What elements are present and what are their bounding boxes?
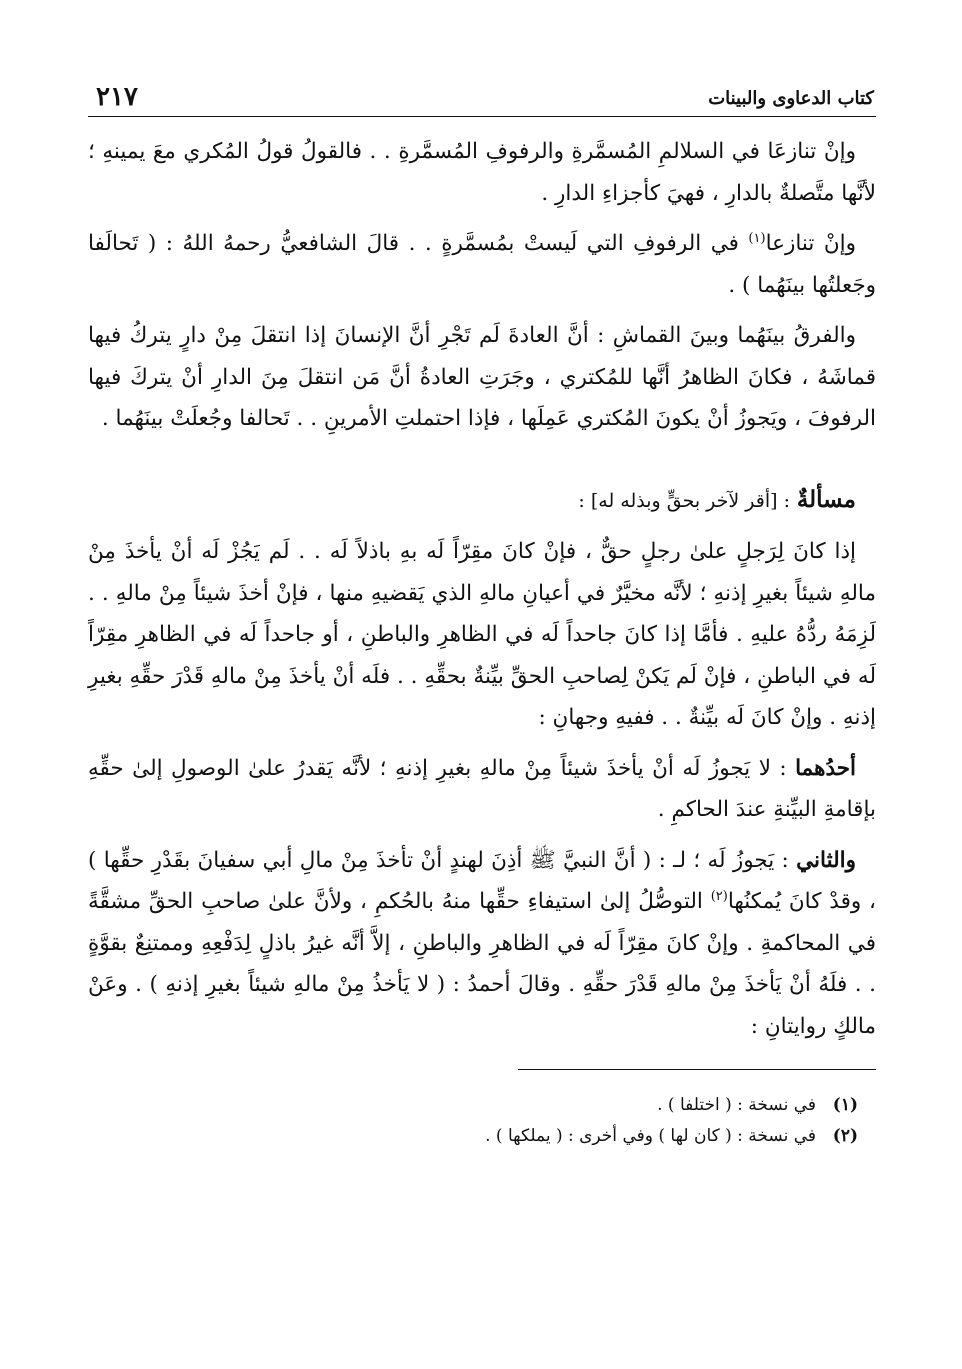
paragraph-text: وإنْ تنازعا [765,231,856,256]
paragraph [88,223,876,306]
issue-subtitle: : [أقر لآخر بحقٍّ وبذله له] : [578,489,790,512]
issue-heading [88,479,876,523]
page-number: ٢١٧ [96,82,138,112]
paragraph-text: في الرفوفِ التي لَيستْ بمُسمَّرةٍ . . قالَ الشافعيُّ رحمهُ اللهُ : ( تَحالَفا وجَعلتُها بينَهُما ) . [88,231,876,298]
paragraph-lead: والثاني [796,847,856,873]
paragraph-text: : لا يَجوزُ لَه أنْ يأخذَ شيئاً مِنْ مالهِ بغيرِ إذنهِ ؛ لأنَّه يَقدرُ علىٰ الوصولِ إلىٰ حقِّهِ بإقامةِ البيِّنةِ عندَ الحاكمِ . [88,755,876,822]
main-text [88,131,876,1047]
book-page [88,78,876,1318]
footnote-number: (١) [832,1095,858,1115]
footnote [88,1121,858,1152]
paragraph-text: التوصُّلُ إلىٰ استيفاءِ حقِّها منهُ بالحُكمِ ، ولأنَّ علىٰ صاحبِ الحقِّ مشقَّةً في المحاكمةِ . وإنْ كانَ مقِرّاً لَه في الظاهرِ والباطنِ ، إلاَّ أنَّه غيرُ باذلٍ لِدَفْعِهِ وممتنِعٌ بقوَّةٍ . . فلَهُ أنْ يَأخذَ مِنْ مالهِ قَدْرَ حقِّهِ . وقالَ أحمدُ : ( لا يَأخذُ مِنْ مالهِ شيئاً بغيرِ إذنهِ ) . وعَنْ مالكٍ روايتانِ : [88,889,876,1039]
footnote-separator [518,1069,876,1070]
footnote-reference: (١) [748,230,766,246]
footnote-text: في نسخة : ( اختلفا ) . [657,1095,816,1115]
running-header [88,78,876,117]
paragraph: إذا كانَ لِرَجلٍ علىٰ رجلٍ حقٌّ ، فإنْ كانَ مقِرّاً لَه بهِ باذلاً لَه . . لَم يَجُزْ لَه أنْ يأخذَ مِنْ مالهِ شيئاً بغيرِ إذنهِ ؛ لأنَّه مخيَّرٌ في أعيانِ مالهِ الذي يَقضيهِ منها ، فإنْ أخذَ شيئاً مِنْ مالهِ . . لَزِمَهُ ردُّهُ عليهِ . فأمَّا إذا كانَ جاحداً لَه في الظاهرِ والباطنِ ، أو جاحداً لَه في الظاهرِ مقِرّاً لَه في الباطنِ ، فإنْ لَم يَكنْ لِصاحبِ الحقِّ بيِّنةٌ بحقِّهِ . . فلَه أنْ يأخذَ مِنْ مالهِ قَدْرَ حقِّهِ بغيرِ إذنهِ . وإنْ كانَ لَه بيِّنةٌ . . ففيهِ وجهانِ : [88,539,876,730]
footnote-text: في نسخة : ( كان لها ) وفي أخرى : ( يملكها ) . [485,1126,816,1146]
section-gap [88,449,876,479]
running-title: كتاب الدعاوى والبينات [708,88,874,109]
paragraph [88,840,876,1048]
footnotes [88,1090,876,1152]
footnote-reference: (٢) [710,888,728,904]
issue-title: مسألةٌ [796,485,856,513]
paragraph-lead: أحدُهما [795,755,856,781]
paragraph: والفرقُ بينَهُما وبينَ القماشِ : أنَّ العادةَ لَم تَجْرِ أنَّ الإنسانَ إذا انتقلَ مِنْ دارٍ يتركُ فيها قماشَهُ ، فكانَ الظاهرُ أنَّها للمُكتري ، وجَرَتِ العادةُ أنَّ مَن انتقلَ مِنَ الدارِ أنْ يتركَ فيها الرفوفَ ، ويَجوزُ أنْ يكونَ المُكتري عَمِلَها ، فإذا احتملتِ الأمرينِ . . تَحالفا وجُعلَتْ بينَهُما . [88,323,876,431]
paragraph [88,748,876,831]
footnote [88,1090,858,1121]
footnote-number: (٢) [832,1126,858,1146]
paragraph: وإنْ تنازعَا في السلالمِ المُسمَّرةِ والرفوفِ المُسمَّرةِ . . فالقولُ قولُ المُكري معَ يمينهِ ؛ لأنَّها متَّصلةٌ بالدارِ ، فهيَ كأجزاءِ الدارِ . [88,139,876,206]
paragraph-text: : يَجوزُ لَه ؛ لـ : ( أنَّ النبيَّ ﷺ أذِنَ لهندٍ أنْ تأخذَ مِنْ مالِ أبي سفيانَ بقَدْرِ حقِّها ) ، وقدْ كانَ يُمكنُها [88,847,876,914]
